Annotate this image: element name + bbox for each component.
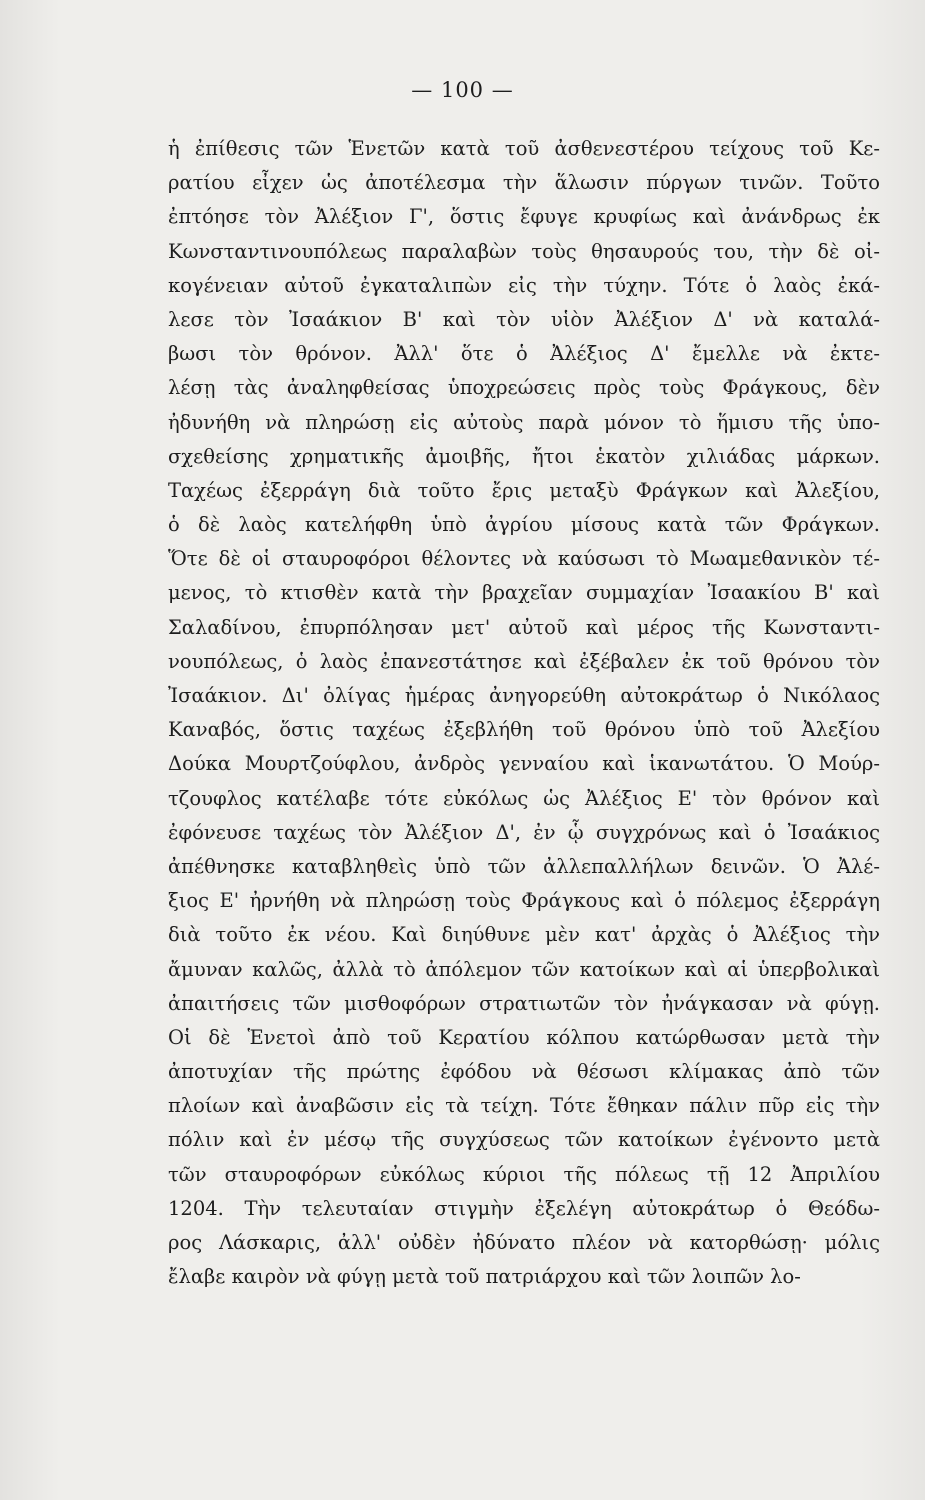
text-line: 1204. Τὴν τελευταίαν στιγμὴν ἐξελέγη αὐτοκράτωρ ὁ Θεόδω- [168,1196,880,1220]
text-line: Ἰσαάκιον. Δι' ὀλίγας ἡμέρας ἀνηγορεύθη αὐτοκράτωρ ὁ Νικόλαος [168,684,880,707]
text-line: βωσι τὸν θρόνον. Ἀλλ' ὅτε ὁ Ἀλέξιος Δ' ἔμελλε νὰ ἐκτε- [168,342,880,366]
text-line: διὰ τοῦτο ἐκ νέου. Καὶ διηύθυνε μὲν κατ' ἀρχὰς ὁ Ἀλέξιος τὴν [168,923,880,947]
text-line: ἐφόνευσε ταχέως τὸν Ἀλέξιον Δ', ἐν ᾧ συγχρόνως καὶ ὁ Ἰσαάκιος [168,820,880,844]
text-line: ἀπέθνησκε καταβληθεὶς ὑπὸ τῶν ἀλλεπαλλήλων δεινῶν. Ὁ Ἀλέ- [168,854,880,878]
text-line: ὁ δὲ λαὸς κατελήφθη ὑπὸ ἀγρίου μίσους κατὰ τῶν Φράγκων. [168,513,880,537]
text-line: Ὅτε δὲ οἱ σταυροφόροι θέλοντες νὰ καύσωσι τὸ Μωαμεθανικὸν τέ- [168,547,880,571]
body-text [168,132,880,1294]
text-line: σχεθείσης χρηματικῆς ἀμοιβῆς, ἤτοι ἑκατὸν χιλιάδας μάρκων. [168,444,880,468]
text-line: Κωνσταντινουπόλεως παραλαβὼν τοὺς θησαυρούς του, τὴν δὲ οἰ- [168,239,880,263]
text-line: τῶν σταυροφόρων εὐκόλως κύριοι τῆς πόλεως τῇ 12 Ἀπριλίου [168,1162,880,1186]
text-line: ξιος Ε' ἠρνήθη νὰ πληρώσῃ τοὺς Φράγκους καὶ ὁ πόλεμος ἐξερράγη [168,889,880,913]
text-line: πλοίων καὶ ἀναβῶσιν εἰς τὰ τείχη. Τότε ἔθηκαν πάλιν πῦρ εἰς τὴν [168,1094,880,1118]
text-line: Οἱ δὲ Ἑνετοὶ ἀπὸ τοῦ Κερατίου κόλπου κατώρθωσαν μετὰ τὴν [168,1025,880,1049]
text-line: ἀπαιτήσεις τῶν μισθοφόρων στρατιωτῶν τὸν ἠνάγκασαν νὰ φύγῃ. [168,991,880,1015]
text-line: λέσῃ τὰς ἀναληφθείσας ὑποχρεώσεις πρὸς τοὺς Φράγκους, δὲν [168,376,880,400]
text-line: λεσε τὸν Ἰσαάκιον Β' καὶ τὸν υἱὸν Ἀλέξιον Δ' νὰ καταλά- [168,307,880,331]
text-line: ἠδυνήθη νὰ πληρώσῃ εἰς αὐτοὺς παρὰ μόνον τὸ ἥμισυ τῆς ὑπο- [168,410,880,434]
text-line: Ταχέως ἐξερράγη διὰ τοῦτο ἔρις μεταξὺ Φράγκων καὶ Ἀλεξίου, [168,478,880,502]
text-line: μενος, τὸ κτισθὲν κατὰ τὴν βραχεῖαν συμμαχίαν Ἰσαακίου Β' καὶ [168,581,880,605]
text-line: ἔλαβε καιρὸν νὰ φύγῃ μετὰ τοῦ πατριάρχου καὶ τῶν λοιπῶν λο- [168,1265,801,1289]
text-line: νουπόλεως, ὁ λαὸς ἐπανεστάτησε καὶ ἐξέβαλεν ἐκ τοῦ θρόνου τὸν [168,649,880,673]
text-line: ἀποτυχίαν τῆς πρώτης ἐφόδου νὰ θέσωσι κλίμακας ἀπὸ τῶν [168,1060,880,1084]
text-line: Δούκα Μουρτζούφλου, ἀνδρὸς γενναίου καὶ ἱκανωτάτου. Ὁ Μούρ- [168,752,880,776]
page-number: — 100 — [411,78,514,102]
text-line: ἄμυναν καλῶς, ἀλλὰ τὸ ἀπόλεμον τῶν κατοίκων καὶ αἱ ὑπερβολικαὶ [168,957,880,981]
text-line: κογένειαν αὐτοῦ ἐγκαταλιπὼν εἰς τὴν τύχην. Τότε ὁ λαὸς ἐκά- [168,273,880,297]
text-line: ἐπτόησε τὸν Ἀλέξιον Γ', ὅστις ἔφυγε κρυφίως καὶ ἀνάνδρως ἐκ [168,205,880,229]
text-line: Σαλαδίνου, ἐπυρπόλησαν μετ' αὐτοῦ καὶ μέρος τῆς Κωνσταντι- [168,615,880,639]
text-line: τζουφλος κατέλαβε τότε εὐκόλως ὡς Ἀλέξιος Ε' τὸν θρόνον καὶ [168,786,880,810]
text-line: ἡ ἐπίθεσις τῶν Ἑνετῶν κατὰ τοῦ ἀσθενεστέρου τείχους τοῦ Κε- [168,137,880,160]
text-line: ρατίου εἶχεν ὡς ἀποτέλεσμα τὴν ἅλωσιν πύργων τινῶν. Τοῦτο [168,171,880,195]
text-line: πόλιν καὶ ἐν μέσῳ τῆς συγχύσεως τῶν κατοίκων ἐγένοντο μετὰ [168,1128,880,1152]
text-line: ρος Λάσκαρις, ἀλλ' οὐδὲν ἠδύνατο πλέον νὰ κατορθώσῃ· μόλις [168,1231,880,1254]
text-line: Καναβός, ὅστις ταχέως ἐξεβλήθη τοῦ θρόνου ὑπὸ τοῦ Ἀλεξίου [168,718,880,742]
